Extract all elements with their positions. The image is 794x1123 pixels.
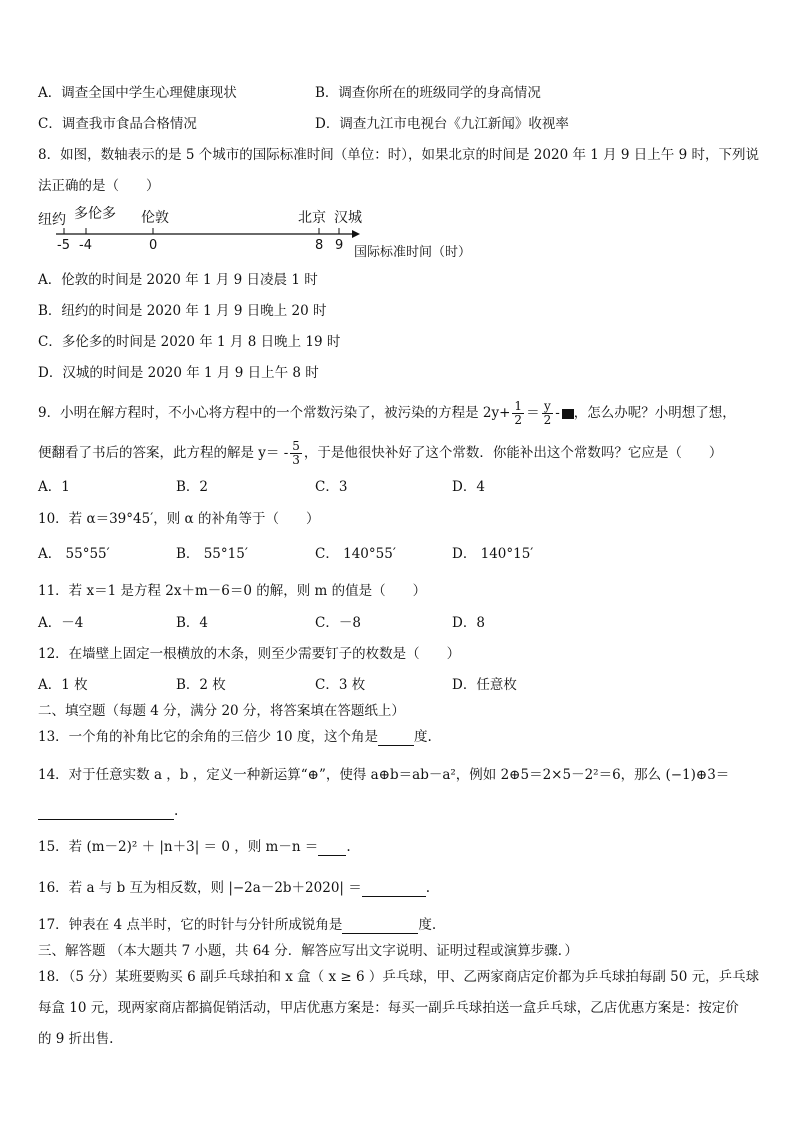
q12-option-c: C．3 枚 — [315, 677, 366, 693]
q11-option-b: B．4 — [176, 615, 209, 631]
q14-line1: 14．对于任意实数 a ，b ，定义一种新运算“⊕”，使得 a⊕b＝ab－a²，例如 2⊕5＝2×5－2²＝6，那么 (−1)⊕3＝ — [38, 767, 730, 783]
q8-option-c: C．多伦多的时间是 2020 年 1 月 8 日晚上 19 时 — [38, 334, 341, 350]
q18-line1: 18．（5 分）某班要购买 6 副乒乓球拍和 x 盒（ x ≥ 6 ）乒乓球，甲、乙两家商店定价都为乒乓球拍每副 50 元，乒乓球 — [38, 969, 760, 985]
q9-fraction-five-thirds: $\frac{5}{3}$ — [292, 439, 300, 467]
q9-stem-line2 — [38, 440, 722, 467]
number-line-diagram — [36, 204, 506, 266]
q15-answer-blank[interactable] — [318, 841, 346, 856]
city-label-beijing: 北京 — [298, 210, 326, 226]
q17-suffix: 度. — [418, 917, 437, 933]
q9-option-b: B．2 — [176, 479, 209, 495]
q7-option-a: A．调查全国中学生心理健康现状 — [38, 85, 237, 101]
q13-answer-blank[interactable] — [378, 731, 414, 746]
q10-option-a: A． 55°55′ — [38, 546, 110, 562]
tick-label-minus4: -4 — [79, 238, 92, 253]
q14-suffix: . — [174, 803, 179, 819]
q10-stem: 10．若 α＝39°45′，则 α 的补角等于（ ） — [38, 511, 320, 527]
q7-option-b: B．调查你所在的班级同学的身高情况 — [315, 85, 541, 101]
q16-suffix: . — [425, 880, 431, 896]
q8-option-d: D．汉城的时间是 2020 年 1 月 9 日上午 8 时 — [38, 365, 319, 381]
q18-line2: 每盒 10 元，现两家商店都搞促销活动，甲店优惠方案是：每买一副乒乓球拍送一盒乒乓球，乙店优惠方案是：按定价 — [38, 1000, 739, 1016]
section-2-heading: 二、填空题（每题 4 分，满分 20 分，将答案填在答题纸上） — [38, 703, 405, 719]
q9-equals: ＝ — [526, 405, 540, 421]
city-label-toronto: 多伦多 — [74, 206, 116, 222]
q12-option-b: B．2 枚 — [176, 677, 226, 693]
q7-option-d: D．调查九江市电视台《九江新闻》收视率 — [315, 116, 569, 132]
q12-stem: 12．在墙壁上固定一根横放的木条，则至少需要钉子的枚数是（ ） — [38, 646, 461, 662]
section-3-heading: 三、解答题 （本大题共 7 小题，共 64 分．解答应写出文字说明、证明过程或演算步骤．） — [38, 943, 578, 959]
q12-option-d: D．任意枚 — [452, 677, 517, 693]
q16 — [38, 879, 430, 897]
q17-text: 17．钟表在 4 点半时，它的时针与分针所成锐角是 — [38, 917, 343, 933]
q11-option-d: D．8 — [452, 615, 485, 631]
q13 — [38, 728, 432, 746]
axis-arrow — [352, 230, 360, 238]
q9-option-c: C．3 — [315, 479, 348, 495]
q9-text-b: ，怎么办呢？小明想了想， — [573, 405, 736, 421]
q16-answer-blank[interactable] — [362, 882, 426, 897]
city-label-seoul: 汉城 — [334, 210, 362, 226]
q17 — [38, 916, 436, 934]
q12-option-a: A．1 枚 — [38, 677, 88, 693]
q11-option-c: C．－8 — [315, 615, 361, 631]
q13-suffix: 度. — [413, 729, 432, 745]
q8-stem-line2: 法正确的是（ ） — [38, 178, 160, 194]
q9-option-d: D．4 — [452, 479, 485, 495]
city-label-newyork: 纽约 — [38, 212, 66, 228]
tick-label-minus5: -5 — [57, 238, 70, 253]
axis-label: 国际标准时间（时） — [354, 245, 472, 260]
q13-text: 13．一个角的补角比它的余角的三倍少 10 度，这个角是 — [38, 729, 378, 745]
tick-label-8: 8 — [315, 238, 324, 253]
q7-option-c: C．调查我市食品合格情况 — [38, 116, 197, 132]
q16-text: 16．若 a 与 b 互为相反数，则 |−2a－2b＋2020| ＝ — [38, 880, 362, 896]
q14-line2 — [38, 802, 178, 820]
q15-text: 15．若 (m－2)² ＋ |n＋3| ＝ 0 ，则 m－n ＝ — [38, 839, 319, 855]
q10-option-b: B． 55°15′ — [176, 546, 248, 562]
q9-stem-line1 — [38, 400, 736, 427]
city-label-london: 伦敦 — [141, 210, 169, 226]
q9-fraction-half: $\frac{1}{2}$ — [514, 399, 523, 427]
q9-minus: - — [555, 405, 560, 421]
q15 — [38, 838, 351, 856]
q15-suffix: . — [346, 839, 351, 855]
q10-option-d: D． 140°15′ — [452, 546, 534, 562]
q11-option-a: A．－4 — [38, 615, 84, 631]
ink-blot-icon — [562, 409, 574, 419]
tick-label-9: 9 — [335, 238, 344, 253]
q9-text-c: 便翻看了书后的答案，此方程的解是 y＝ - — [38, 445, 289, 461]
q9-text-a: 9．小明在解方程时，不小心将方程中的一个常数污染了，被污染的方程是 2y+ — [38, 405, 511, 421]
q8-option-a: A．伦敦的时间是 2020 年 1 月 9 日凌晨 1 时 — [38, 272, 318, 288]
q18-line3: 的 9 折出售. — [38, 1031, 114, 1047]
tick-label-0: 0 — [149, 238, 158, 253]
q8-stem-line1: 8．如图，数轴表示的是 5 个城市的国际标准时间（单位：时），如果北京的时间是 2020 年 1 月 9 日上午 9 时，下列说 — [38, 147, 759, 163]
q9-fraction-y-half: $\frac{y}{2}$ — [543, 399, 552, 427]
q9-option-a: A．1 — [38, 479, 70, 495]
q14-answer-blank[interactable] — [38, 805, 174, 820]
q10-option-c: C． 140°55′ — [315, 546, 396, 562]
q9-text-d: ，于是他很快补好了这个常数．你能补出这个常数吗？它应是（ ） — [303, 445, 723, 461]
q11-stem: 11．若 x＝1 是方程 2x＋m－6＝0 的解，则 m 的值是（ ） — [38, 583, 427, 599]
q8-option-b: B．纽约的时间是 2020 年 1 月 9 日晚上 20 时 — [38, 303, 327, 319]
q17-answer-blank[interactable] — [342, 919, 418, 934]
